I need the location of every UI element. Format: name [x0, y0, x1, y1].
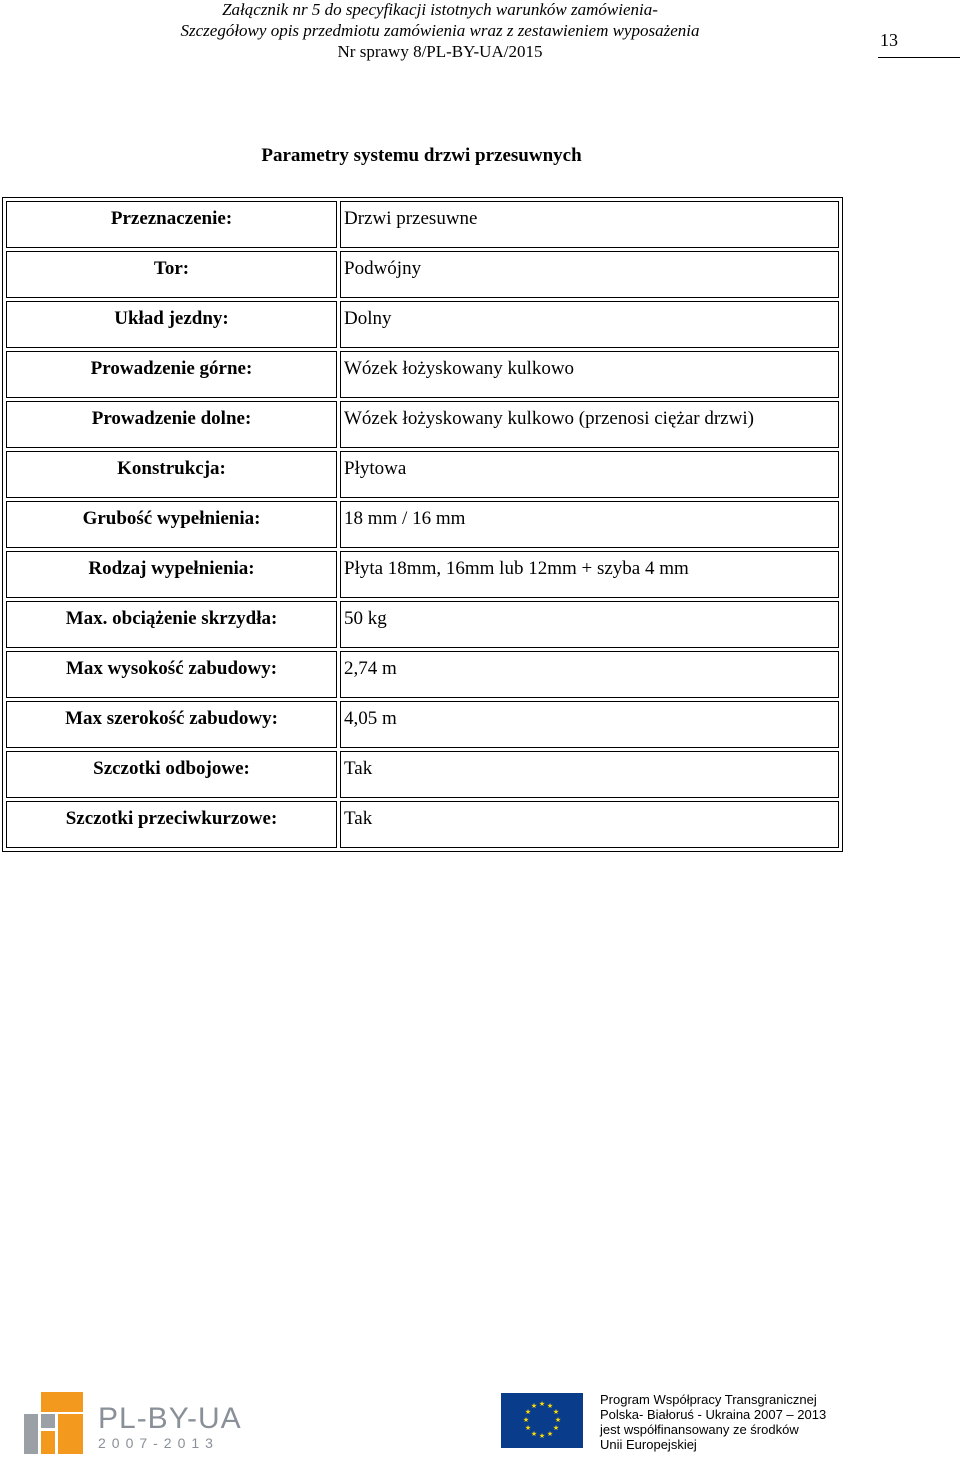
row-value: Płyta 18mm, 16mm lub 12mm + szyba 4 mm: [340, 551, 839, 598]
row-value: 2,74 m: [340, 651, 839, 698]
header-line-1: Załącznik nr 5 do specyfikacji istotnych warunków zamówienia-: [222, 0, 658, 19]
table-row: [6, 351, 839, 398]
svg-text:★: ★: [552, 1424, 560, 1432]
row-value: Wózek łożyskowany kulkowo (przenosi ciężar drzwi): [340, 401, 839, 448]
table-row: [6, 501, 839, 548]
page-number: 13: [878, 30, 960, 58]
row-label: Max szerokość zabudowy:: [6, 701, 337, 748]
document-header: [0, 0, 880, 62]
table-row: [6, 751, 839, 798]
table-row: [6, 551, 839, 598]
row-value: Płytowa: [340, 451, 839, 498]
table-row: [6, 601, 839, 648]
row-value: Drzwi przesuwne: [340, 201, 839, 248]
header-line-2: Szczegółowy opis przedmiotu zamówienia wraz z zestawieniem wyposażenia: [180, 21, 700, 40]
row-value: 50 kg: [340, 601, 839, 648]
row-label: Układ jezdny:: [6, 301, 337, 348]
eu-note-line: Program Współpracy Transgranicznej: [600, 1392, 817, 1407]
svg-text:★: ★: [538, 1432, 546, 1440]
svg-text:★: ★: [524, 1408, 532, 1416]
row-label: Konstrukcja:: [6, 451, 337, 498]
eu-note-line: Polska- Białoruś - Ukraina 2007 – 2013: [600, 1407, 827, 1422]
svg-text:★: ★: [530, 1430, 538, 1438]
svg-text:★: ★: [552, 1408, 560, 1416]
row-value: Wózek łożyskowany kulkowo: [340, 351, 839, 398]
svg-text:★: ★: [530, 1402, 538, 1410]
table-row: [6, 651, 839, 698]
row-value: 18 mm / 16 mm: [340, 501, 839, 548]
page-title: Parametry systemu drzwi przesuwnych: [261, 145, 582, 166]
eu-funding-note: [600, 1392, 826, 1452]
row-label: Prowadzenie górne:: [6, 351, 337, 398]
svg-text:★: ★: [538, 1400, 546, 1408]
row-label: Szczotki odbojowe:: [6, 751, 337, 798]
document-footer: [0, 1380, 960, 1460]
table-row: [6, 201, 839, 248]
row-label: Grubość wypełnienia:: [6, 501, 337, 548]
row-value: Podwójny: [340, 251, 839, 298]
row-value: 4,05 m: [340, 701, 839, 748]
row-label: Tor:: [6, 251, 337, 298]
table-row: [6, 701, 839, 748]
row-label: Max wysokość zabudowy:: [6, 651, 337, 698]
row-label: Prowadzenie dolne:: [6, 401, 337, 448]
row-label: Przeznaczenie:: [6, 201, 337, 248]
row-label: Rodzaj wypełnienia:: [6, 551, 337, 598]
eu-note-line: jest współfinansowany ze środków: [600, 1422, 799, 1437]
header-case-number: Nr sprawy 8/PL-BY-UA/2015: [337, 42, 543, 61]
svg-text:★: ★: [546, 1430, 554, 1438]
table-row: [6, 251, 839, 298]
pl-by-ua-logo-text: PL-BY-UA: [98, 1402, 242, 1435]
table-row: [6, 451, 839, 498]
pl-by-ua-logo-icon: [24, 1392, 86, 1454]
row-value: Tak: [340, 751, 839, 798]
svg-text:★: ★: [524, 1424, 532, 1432]
row-value: Dolny: [340, 301, 839, 348]
parameters-table: [2, 197, 843, 852]
row-label: Max. obciążenie skrzydła:: [6, 601, 337, 648]
table-row: [6, 401, 839, 448]
table-row: [6, 801, 839, 848]
eu-flag-icon: [501, 1393, 583, 1448]
eu-note-line: Unii Europejskiej: [600, 1437, 697, 1452]
svg-text:★: ★: [546, 1402, 554, 1410]
table-row: [6, 301, 839, 348]
pl-by-ua-logo-years: 2007-2013: [98, 1435, 219, 1451]
row-value: Tak: [340, 801, 839, 848]
svg-text:★: ★: [554, 1416, 562, 1424]
row-label: Szczotki przeciwkurzowe:: [6, 801, 337, 848]
svg-text:★: ★: [522, 1416, 530, 1424]
